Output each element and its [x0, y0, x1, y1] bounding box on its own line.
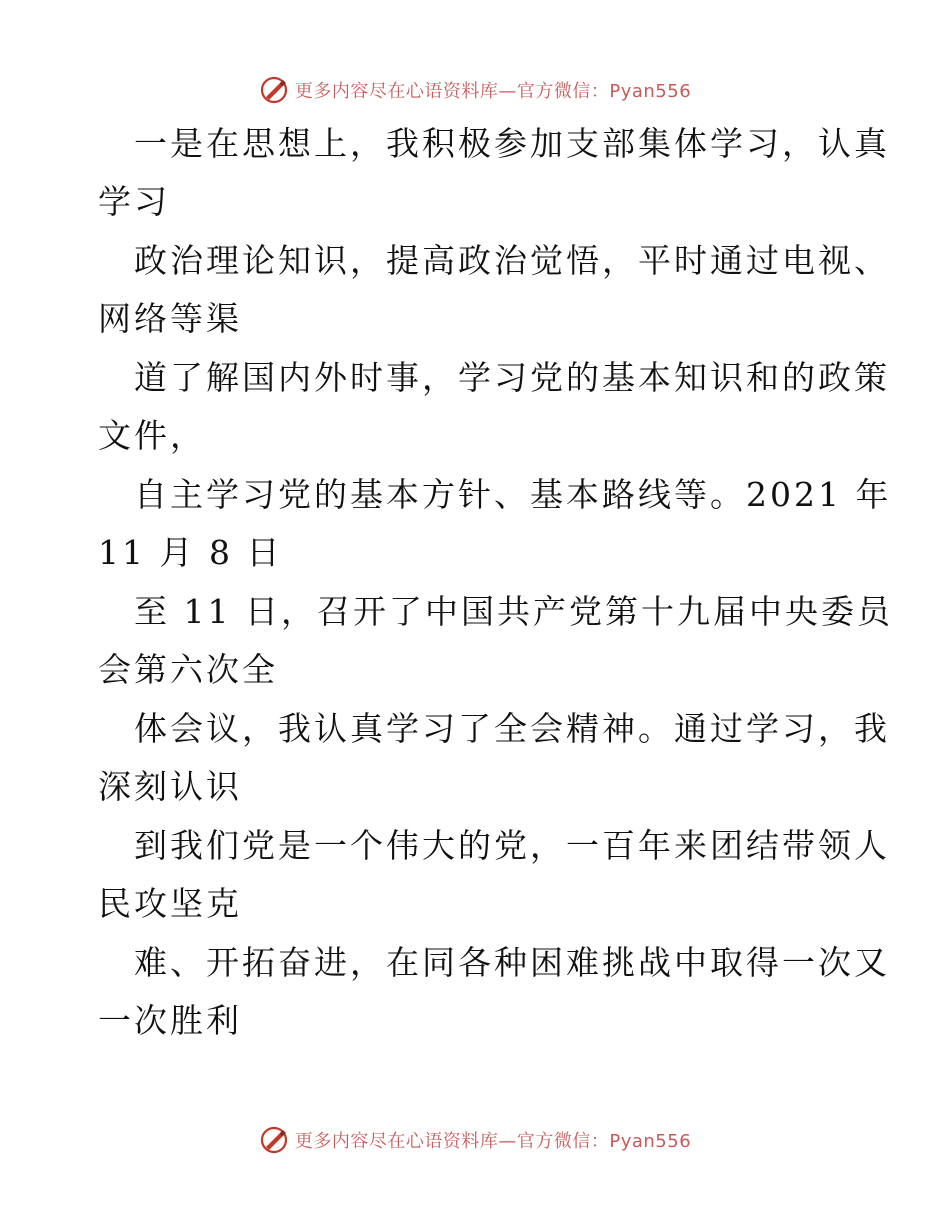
footer-banner-text: 更多内容尽在心语资料库—官方微信：Pyan556 — [294, 1131, 692, 1152]
pen-logo-icon — [259, 75, 289, 105]
body-line: 深刻认识 — [98, 767, 242, 806]
body-line: 道了解国内外时事，学习党的基本知识和的政策 — [134, 358, 890, 397]
body-line: 到我们党是一个伟大的党，一百年来团结带领人 — [134, 826, 890, 865]
body-line: 一次胜利 — [98, 1001, 242, 1040]
body-line: 难、开拓奋进，在同各种困难挑战中取得一次又 — [134, 943, 890, 982]
body-line: 体会议，我认真学习了全会精神。通过学习，我 — [134, 709, 890, 748]
body-line: 政治理论知识，提高政治觉悟，平时通过电视、 — [134, 241, 890, 280]
body-line: 一是在思想上，我积极参加支部集体学习，认真 — [134, 124, 890, 163]
header-banner-text: 更多内容尽在心语资料库—官方微信：Pyan556 — [294, 81, 692, 102]
body-line: 网络等渠 — [98, 299, 242, 338]
body-line: 文件， — [98, 416, 206, 455]
body-line: 至 11 日，召开了中国共产党第十九届中央委员 — [134, 592, 893, 631]
body-line: 民攻坚克 — [98, 884, 242, 923]
body-line: 11 月 8 日 — [98, 533, 283, 572]
body-line: 会第六次全 — [98, 650, 278, 689]
footer-watermark-banner — [0, 1120, 950, 1160]
body-line: 学习 — [98, 182, 170, 221]
body-line: 自主学习党的基本方针、基本路线等。2021 年 — [134, 475, 892, 514]
header-watermark-banner — [0, 70, 950, 110]
pen-logo-icon — [259, 1125, 289, 1155]
